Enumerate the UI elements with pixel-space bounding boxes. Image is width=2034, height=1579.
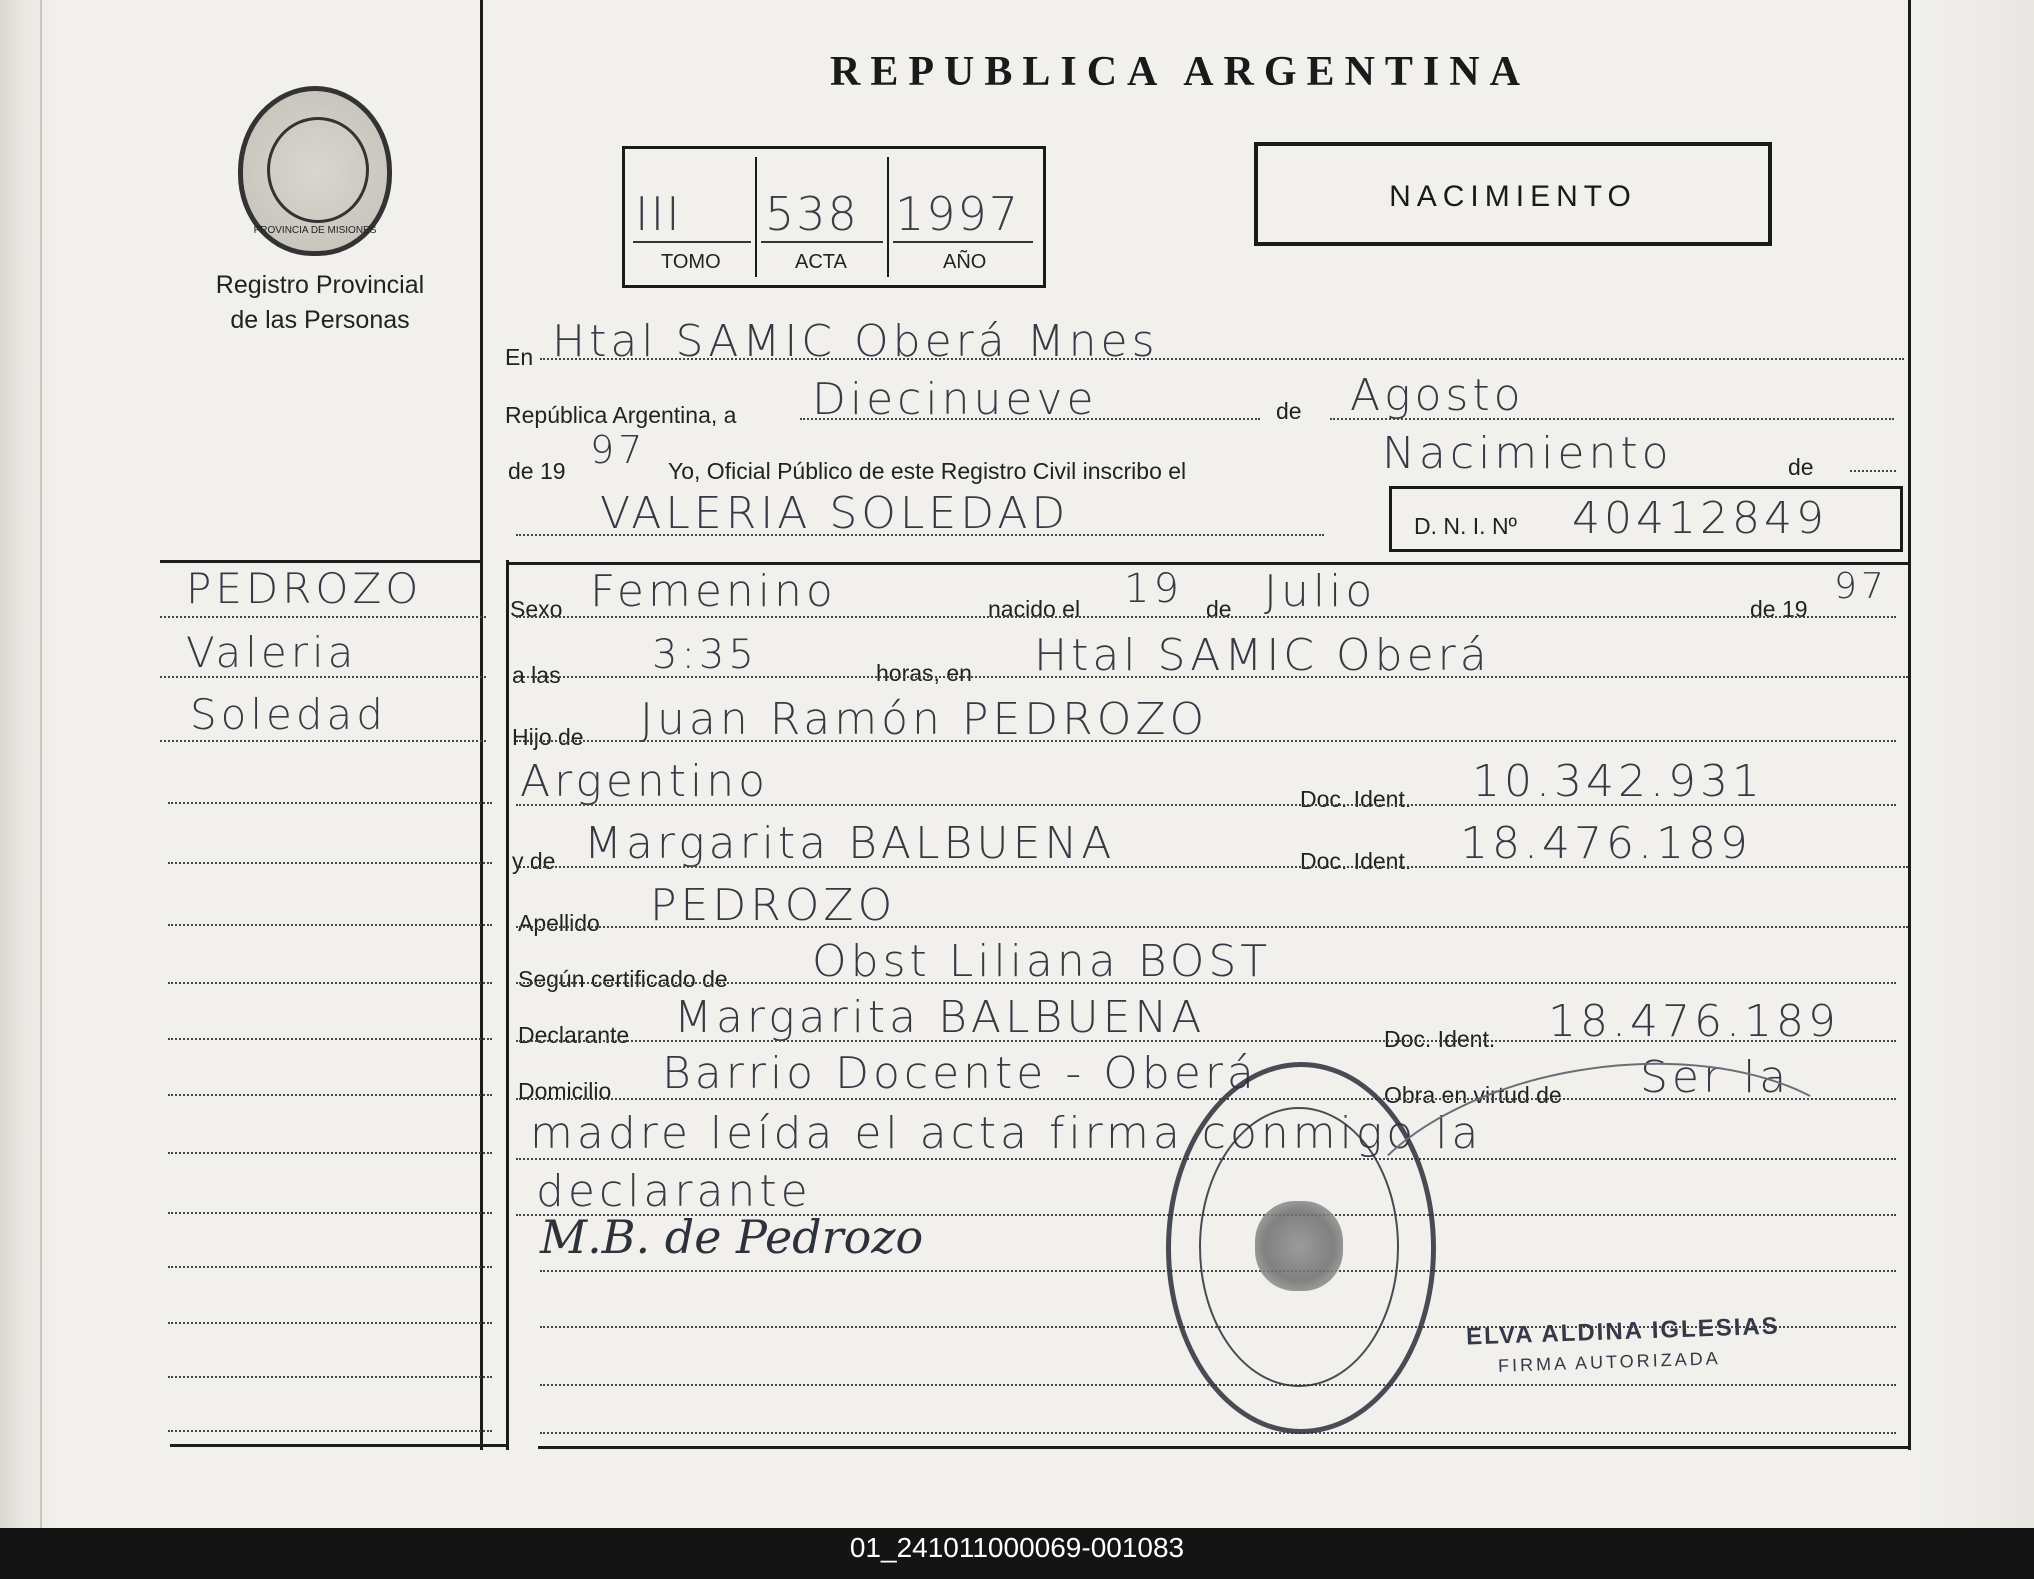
label-docident-declarante: Doc. Ident.	[1384, 1026, 1496, 1052]
line-lugar	[540, 358, 1904, 360]
margin-line-14	[168, 1376, 492, 1378]
label-dni: D. N. I. Nº	[1414, 513, 1517, 539]
value-dni: 40412849	[1572, 493, 1828, 544]
value-obra: Ser la	[1640, 1052, 1791, 1103]
line-mes	[1330, 418, 1894, 420]
label-yo: Yo, Oficial Público de este Registro Civil inscribo el	[668, 458, 1187, 484]
label-nacido: nacido el	[988, 596, 1081, 622]
document-type-box	[1254, 142, 1772, 246]
acta-value: 538	[765, 187, 859, 241]
value-madre-doc: 18.476.189	[1460, 818, 1752, 869]
signer-name: ELVA ALDINA IGLESIAS	[1465, 1312, 1781, 1351]
margin-column-divider	[506, 560, 509, 1450]
value-declarante-doc: 18.476.189	[1548, 996, 1840, 1047]
seal-text: PROVINCIA DE MISIONES	[253, 225, 377, 236]
margin-line-1	[160, 616, 486, 618]
margin-surname: PEDROZO	[186, 564, 423, 613]
tomo-underline	[633, 241, 751, 243]
value-madre: Margarita BALBUENA	[584, 818, 1116, 869]
line-sexo	[516, 616, 1896, 618]
label-alas: a las	[512, 662, 561, 688]
line-nacionalidad	[516, 804, 1896, 806]
binding-edge	[40, 0, 42, 1528]
value-anio-corto: 97	[590, 428, 647, 472]
label-horas: horas, en	[876, 660, 972, 686]
margin-line-10	[168, 1152, 492, 1154]
page-title: REPUBLICA ARGENTINA	[830, 49, 1530, 95]
body-top-rule	[506, 562, 1910, 565]
value-continua-2: declarante	[536, 1166, 812, 1217]
acta-underline	[761, 241, 883, 243]
book-binding	[0, 0, 60, 1528]
margin-line-15	[168, 1430, 492, 1432]
value-declarante: Margarita BALBUENA	[674, 992, 1206, 1043]
value-apellido: PEDROZO	[650, 880, 897, 931]
line-declarante	[516, 1040, 1896, 1042]
dni-box	[1389, 486, 1903, 552]
acta-label: ACTA	[795, 251, 847, 273]
value-padre-doc: 10.342.931	[1472, 756, 1764, 807]
margin-line-9	[168, 1094, 492, 1096]
label-de-2: de	[1788, 454, 1814, 480]
margin-line-11	[168, 1212, 492, 1214]
value-certificado: Obst Liliana BOST	[812, 936, 1272, 987]
anio-value: 1997	[895, 187, 1021, 241]
tomo-label: TOMO	[661, 251, 721, 273]
registry-line-1: Registro Provincial	[215, 271, 425, 299]
frame-left-border	[480, 0, 483, 1450]
margin-line-12	[168, 1266, 492, 1268]
value-nombre: VALERIA SOLEDAD	[600, 488, 1070, 539]
label-de: de	[1276, 398, 1302, 424]
margin-bottom-rule	[170, 1444, 506, 1447]
margin-line-2	[160, 676, 486, 678]
line-certificado	[516, 982, 1896, 984]
line-blank-4	[540, 1432, 1896, 1434]
document-type: NACIMIENTO	[1389, 180, 1637, 213]
label-yde: y de	[512, 848, 556, 874]
margin-name-2: Soledad	[190, 690, 387, 739]
margin-line-3	[160, 740, 486, 742]
label-hijo: Hijo de	[512, 724, 584, 750]
margin-line-5	[168, 862, 492, 864]
value-dia-texto: Diecinueve	[812, 374, 1098, 425]
value-nac-mes: Julio	[1264, 566, 1377, 617]
label-de19-nac: de 19	[1750, 596, 1808, 622]
value-lugar-nac: Htal SAMIC Oberá	[1034, 630, 1491, 681]
line-de	[1850, 470, 1896, 472]
margin-name-1: Valeria	[186, 628, 358, 677]
label-de-mes: de	[1206, 596, 1232, 622]
value-sexo: Femenino	[590, 566, 837, 617]
label-republica: República Argentina, a	[505, 402, 737, 428]
line-hora	[516, 676, 1908, 678]
registry-name	[180, 268, 460, 338]
margin-line-8	[168, 1038, 492, 1040]
label-apellido: Apellido	[518, 910, 600, 936]
label-de19: de 19	[508, 458, 566, 484]
image-id: 01_241011000069-001083	[849, 1532, 1185, 1563]
line-apellido	[516, 926, 1908, 928]
value-nac-dia: 19	[1124, 566, 1183, 612]
label-obra: Obra en virtud de	[1384, 1082, 1562, 1108]
value-acto: Nacimiento	[1382, 428, 1673, 479]
value-nacionalidad: Argentino	[520, 756, 770, 807]
margin-line-6	[168, 924, 492, 926]
margin-line-4	[168, 802, 492, 804]
value-padre: Juan Ramón PEDROZO	[640, 694, 1209, 745]
value-continua-1: madre leída el acta firma conmigo la	[530, 1108, 1483, 1159]
province-seal	[238, 86, 392, 256]
label-en: En	[505, 344, 534, 370]
volume-divider-1	[755, 157, 757, 277]
margin-line-13	[168, 1322, 492, 1324]
label-sexo: Sexo	[510, 596, 563, 622]
declarant-signature: M.B. de Pedrozo	[540, 1210, 924, 1264]
tomo-value: III	[635, 187, 682, 241]
label-docident-padre: Doc. Ident.	[1300, 786, 1412, 812]
line-dia	[800, 418, 1260, 420]
body-bottom-rule	[538, 1446, 1910, 1449]
label-docident-madre: Doc. Ident.	[1300, 848, 1412, 874]
anio-label: AÑO	[943, 251, 987, 273]
margin-line-7	[168, 982, 492, 984]
seal-inner-ring	[267, 117, 369, 223]
line-madre	[516, 866, 1908, 868]
margin-top-rule	[160, 560, 482, 563]
line-padre	[516, 740, 1896, 742]
frame-right-border	[1908, 0, 1911, 1450]
signer-role: FIRMA AUTORIZADA	[1497, 1348, 1721, 1376]
volume-divider-2	[887, 157, 889, 277]
label-segun: Según certificado de	[518, 966, 728, 992]
value-hora: 3:35	[652, 632, 758, 678]
registry-line-2: de las Personas	[230, 306, 410, 334]
label-declarante: Declarante	[518, 1022, 630, 1048]
value-lugar: Htal SAMIC Oberá Mnes	[552, 316, 1159, 367]
anio-underline	[893, 241, 1033, 243]
stamp-emblem	[1255, 1201, 1343, 1291]
line-nombre	[516, 534, 1324, 536]
label-domicilio: Domicilio	[518, 1078, 612, 1104]
value-domicilio: Barrio Docente - Oberá	[662, 1048, 1258, 1099]
page-edge-shadow	[1914, 0, 2034, 1528]
volume-table	[622, 146, 1046, 288]
value-mes: Agosto	[1350, 370, 1525, 421]
value-nac-anio: 97	[1834, 566, 1888, 607]
